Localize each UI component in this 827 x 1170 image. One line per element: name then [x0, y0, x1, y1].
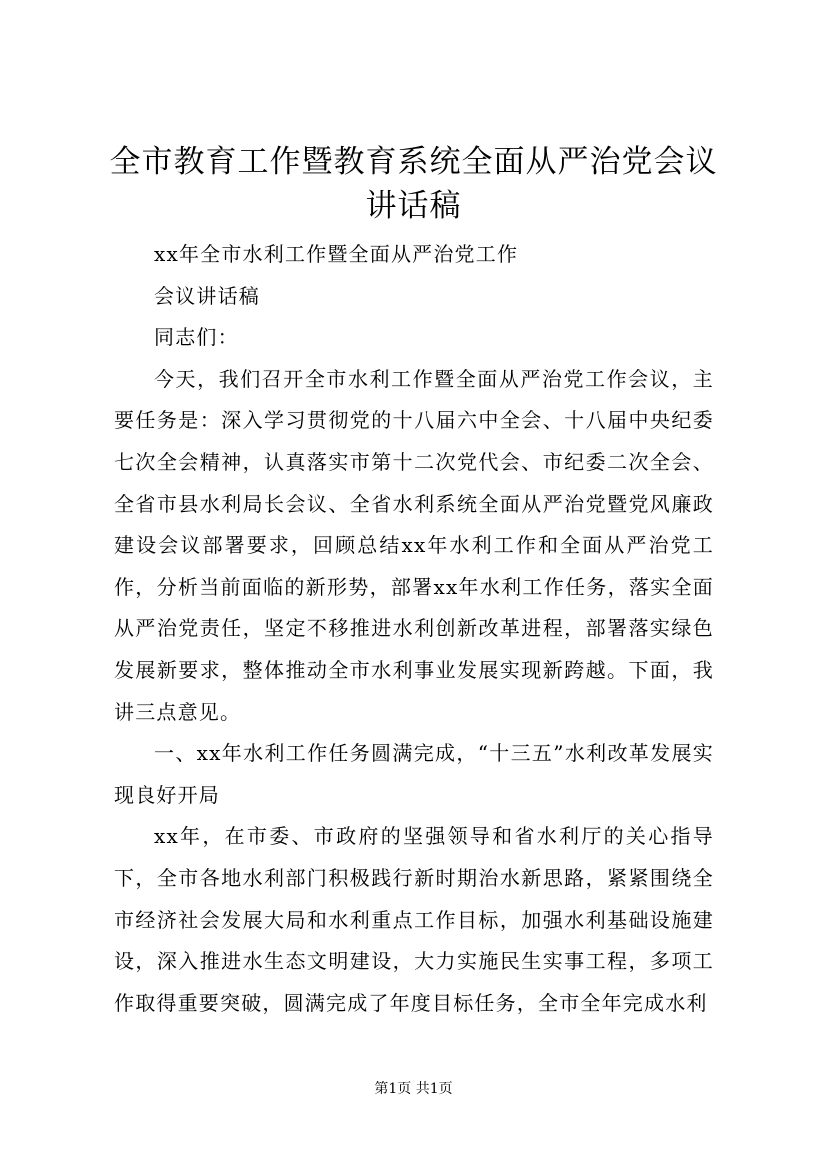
- body-paragraph: xx年，在市委、市政府的坚强领导和省水利厅的关心指导下，全市各地水利部门积极践行新时期治水新思路，紧紧围绕全市经济社会发展大局和水利重点工作目标，加强水利基础设施建设，深入推进水生态文明建设，大力实施民生实事工程，多项工作取得重要突破，圆满完成了年度目标任务，全市全年完成水利: [114, 824, 714, 1015]
- document-title: 全市教育工作暨教育系统全面从严治党会议讲话稿: [109, 144, 718, 224]
- subtitle-line-1: xx年全市水利工作暨全面从严治党工作: [154, 242, 519, 266]
- salutation: 同志们：: [154, 325, 239, 350]
- section-heading: 一、xx年水利工作任务圆满完成，“十三五”水利改革发展实现良好开局: [114, 741, 714, 807]
- document-body: [114, 234, 714, 1024]
- body-paragraph: 今天，我们召开全市水利工作暨全面从严治党工作会议，主要任务是：深入学习贯彻党的十八届六中全会、十八届中央纪委七次全会精神，认真落实市第十二次党代会、市纪委二次全会、全省市县水利局长会议、全省水利系统全面从严治党暨党风廉政建设会议部署要求，回顾总结xx年水利工作和全面从严治党工作，分析当前面临的新形势，部署xx年水利工作任务，落实全面从严治党责任，坚定不移推进水利创新改革进程，部署落实绿色发展新要求，整体推动全市水利事业发展实现新跨越。下面，我讲三点意见。: [114, 366, 714, 724]
- subtitle-line-2: 会议讲话稿: [154, 283, 260, 308]
- page-footer: 第1页 共1页: [374, 1081, 453, 1097]
